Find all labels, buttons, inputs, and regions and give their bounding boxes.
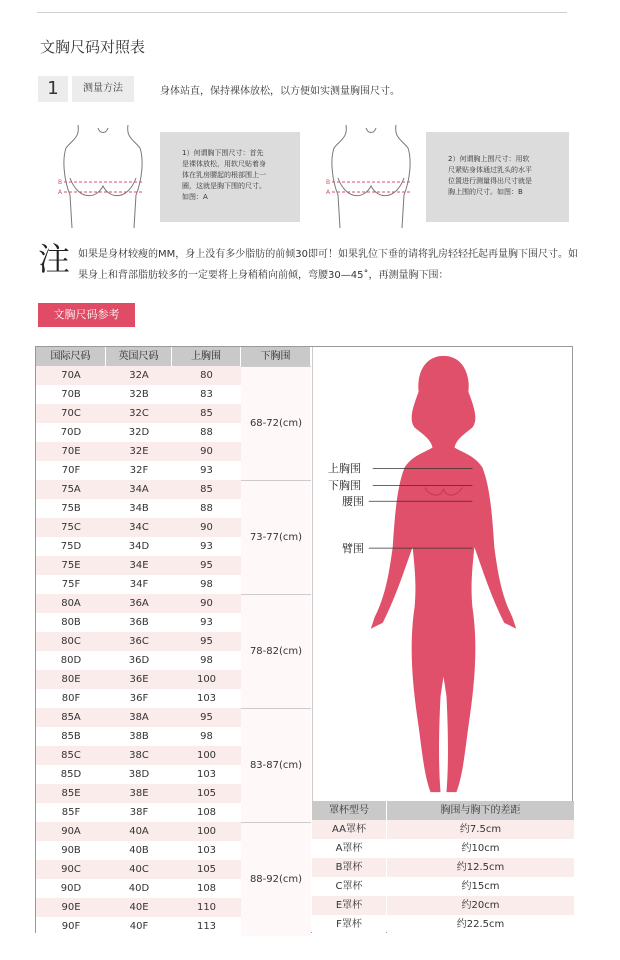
uk-size-cell: 32A: [106, 366, 172, 385]
overbust-cell: 90: [172, 518, 241, 537]
uk-size-cell: 34C: [106, 518, 172, 537]
uk-size-cell: 40B: [106, 841, 172, 860]
intl-size-cell: 75C: [36, 518, 106, 537]
overbust-cell: 80: [172, 366, 241, 385]
uk-size-cell: 38B: [106, 727, 172, 746]
intl-size-cell: 90A: [36, 822, 106, 841]
underbust-group: 73-77(cm): [241, 480, 311, 594]
header-cup-type: 罩杯型号: [312, 801, 386, 820]
overbust-cell: 108: [172, 803, 241, 822]
top-divider: [37, 12, 567, 13]
intl-size-cell: 70D: [36, 423, 106, 442]
intl-size-cell: 75E: [36, 556, 106, 575]
intl-size-cell: 70F: [36, 461, 106, 480]
female-figure: [371, 356, 516, 792]
cup-diff-cell: 约10cm: [387, 839, 574, 858]
uk-size-cell: 40E: [106, 898, 172, 917]
intl-size-cell: 90F: [36, 917, 106, 936]
cup-type-cell: F罩杯: [312, 915, 386, 934]
intl-size-cell: 90E: [36, 898, 106, 917]
label-overbust: 上胸围: [328, 462, 361, 475]
size-table: [35, 346, 573, 933]
uk-size-cell: 38D: [106, 765, 172, 784]
intl-size-cell: 80A: [36, 594, 106, 613]
size-reference-label: 文胸尺码参考: [38, 303, 135, 327]
uk-size-cell: 40A: [106, 822, 172, 841]
overbust-cell: 95: [172, 708, 241, 727]
overbust-cell: 95: [172, 556, 241, 575]
overbust-cell: 85: [172, 480, 241, 499]
label-waist: 腰围: [342, 495, 364, 508]
uk-size-cell: 36E: [106, 670, 172, 689]
overbust-cell: 98: [172, 651, 241, 670]
header-underbust: 下胸围: [241, 347, 311, 366]
overbust-cell: 88: [172, 499, 241, 518]
intl-size-cell: 90D: [36, 879, 106, 898]
overbust-cell: 108: [172, 879, 241, 898]
underbust-group: 83-87(cm): [241, 708, 311, 822]
intl-size-cell: 85C: [36, 746, 106, 765]
fig-a-label-b: B: [58, 179, 63, 186]
overbust-cell: 100: [172, 746, 241, 765]
intl-size-cell: 90C: [36, 860, 106, 879]
intl-size-cell: 70A: [36, 366, 106, 385]
overbust-cell: 83: [172, 385, 241, 404]
cup-diff-cell: 约7.5cm: [387, 820, 574, 839]
intl-size-cell: 75D: [36, 537, 106, 556]
label-arm: 臂围: [342, 542, 364, 555]
cup-type-cell: B罩杯: [312, 858, 386, 877]
overbust-cell: 110: [172, 898, 241, 917]
underbust-group: 78-82(cm): [241, 594, 311, 708]
torso-figure-a: [58, 120, 148, 230]
step-number: 1: [38, 76, 68, 102]
overbust-cell: 105: [172, 860, 241, 879]
overbust-cell: 100: [172, 822, 241, 841]
step-description: 身体站直，保持裸体放松，以方便如实测量胸围尺寸。: [160, 86, 400, 97]
torso-figure-b: [326, 120, 416, 230]
intl-size-cell: 70B: [36, 385, 106, 404]
page-title: 文胸尺码对照表: [40, 38, 146, 56]
intl-size-cell: 85F: [36, 803, 106, 822]
cup-diff-cell: 约22.5cm: [387, 915, 574, 934]
intl-size-cell: 80F: [36, 689, 106, 708]
overbust-cell: 103: [172, 841, 241, 860]
note-marker: 注: [38, 240, 71, 278]
intl-size-cell: 85B: [36, 727, 106, 746]
overbust-cell: 100: [172, 670, 241, 689]
cup-diff-cell: 约15cm: [387, 877, 574, 896]
overbust-cell: 90: [172, 594, 241, 613]
header-intl-size: 国际尺码: [36, 347, 106, 366]
header-cup-diff: 胸围与胸下的差距: [387, 801, 574, 820]
intl-size-cell: 85A: [36, 708, 106, 727]
overbust-cell: 93: [172, 461, 241, 480]
intl-size-cell: 85E: [36, 784, 106, 803]
underbust-group: 88-92(cm): [241, 822, 311, 936]
underbust-group: 68-72(cm): [241, 366, 311, 480]
overbust-cell: 95: [172, 632, 241, 651]
fig-b-label-b: B: [326, 179, 331, 186]
uk-size-cell: 36A: [106, 594, 172, 613]
body-silhouette: [312, 347, 574, 801]
uk-size-cell: 40F: [106, 917, 172, 936]
uk-size-cell: 32D: [106, 423, 172, 442]
cup-type-cell: AA罩杯: [312, 820, 386, 839]
overbust-cell: 98: [172, 575, 241, 594]
overbust-cell: 98: [172, 727, 241, 746]
intl-size-cell: 75B: [36, 499, 106, 518]
uk-size-cell: 36F: [106, 689, 172, 708]
intl-size-cell: 75F: [36, 575, 106, 594]
overbust-cell: 103: [172, 689, 241, 708]
uk-size-cell: 34A: [106, 480, 172, 499]
intl-size-cell: 70E: [36, 442, 106, 461]
cup-type-cell: C罩杯: [312, 877, 386, 896]
intl-size-cell: 80B: [36, 613, 106, 632]
overbust-cell: 88: [172, 423, 241, 442]
overbust-cell: 90: [172, 442, 241, 461]
uk-size-cell: 34F: [106, 575, 172, 594]
uk-size-cell: 36D: [106, 651, 172, 670]
uk-size-cell: 38E: [106, 784, 172, 803]
uk-size-cell: 38A: [106, 708, 172, 727]
header-uk-size: 英国尺码: [106, 347, 172, 366]
intl-size-cell: 80D: [36, 651, 106, 670]
overbust-cell: 113: [172, 917, 241, 936]
note-overbust: 2）何谓胸上围尺寸：用软 尺紧贴身体通过乳头的水平 位置进行测量得出尺寸就是 胸上围的尺寸。如图：B: [426, 132, 569, 222]
uk-size-cell: 36B: [106, 613, 172, 632]
header-overbust: 上胸围: [172, 347, 241, 366]
uk-size-cell: 36C: [106, 632, 172, 651]
note-text: 如果是身材较瘦的MM，身上没有多少脂肪的前倾30即可！如果乳位下垂的请将乳房轻轻托起再量胸下围尺寸。如果身上和背部脂肪较多的一定要将上身稍稍向前倾，弯腰30—45˚，再测量胸下围：: [78, 249, 578, 281]
intl-size-cell: 75A: [36, 480, 106, 499]
uk-size-cell: 32C: [106, 404, 172, 423]
cup-type-cell: E罩杯: [312, 896, 386, 915]
uk-size-cell: 32B: [106, 385, 172, 404]
note-underbust: 1）何谓胸下围尺寸：首先 是裸体放松，用软尺贴着身 体在乳房腰起的根部围上一 圈，这就是胸下围的尺寸。 如图：A: [160, 132, 300, 222]
uk-size-cell: 32E: [106, 442, 172, 461]
intl-size-cell: 80C: [36, 632, 106, 651]
cup-diff-cell: 约12.5cm: [387, 858, 574, 877]
uk-size-cell: 34E: [106, 556, 172, 575]
label-underbust: 下胸围: [328, 479, 361, 492]
overbust-cell: 93: [172, 613, 241, 632]
intl-size-cell: 80E: [36, 670, 106, 689]
overbust-cell: 93: [172, 537, 241, 556]
overbust-cell: 105: [172, 784, 241, 803]
uk-size-cell: 32F: [106, 461, 172, 480]
overbust-cell: 103: [172, 765, 241, 784]
fig-b-label-a: A: [326, 189, 331, 196]
cup-type-cell: A罩杯: [312, 839, 386, 858]
uk-size-cell: 40D: [106, 879, 172, 898]
step-label: 测量方法: [72, 76, 134, 102]
uk-size-cell: 34B: [106, 499, 172, 518]
intl-size-cell: 70C: [36, 404, 106, 423]
intl-size-cell: 90B: [36, 841, 106, 860]
uk-size-cell: 34D: [106, 537, 172, 556]
uk-size-cell: 38F: [106, 803, 172, 822]
uk-size-cell: 38C: [106, 746, 172, 765]
fig-a-label-a: A: [58, 189, 63, 196]
overbust-cell: 85: [172, 404, 241, 423]
cup-diff-cell: 约20cm: [387, 896, 574, 915]
intl-size-cell: 85D: [36, 765, 106, 784]
uk-size-cell: 40C: [106, 860, 172, 879]
